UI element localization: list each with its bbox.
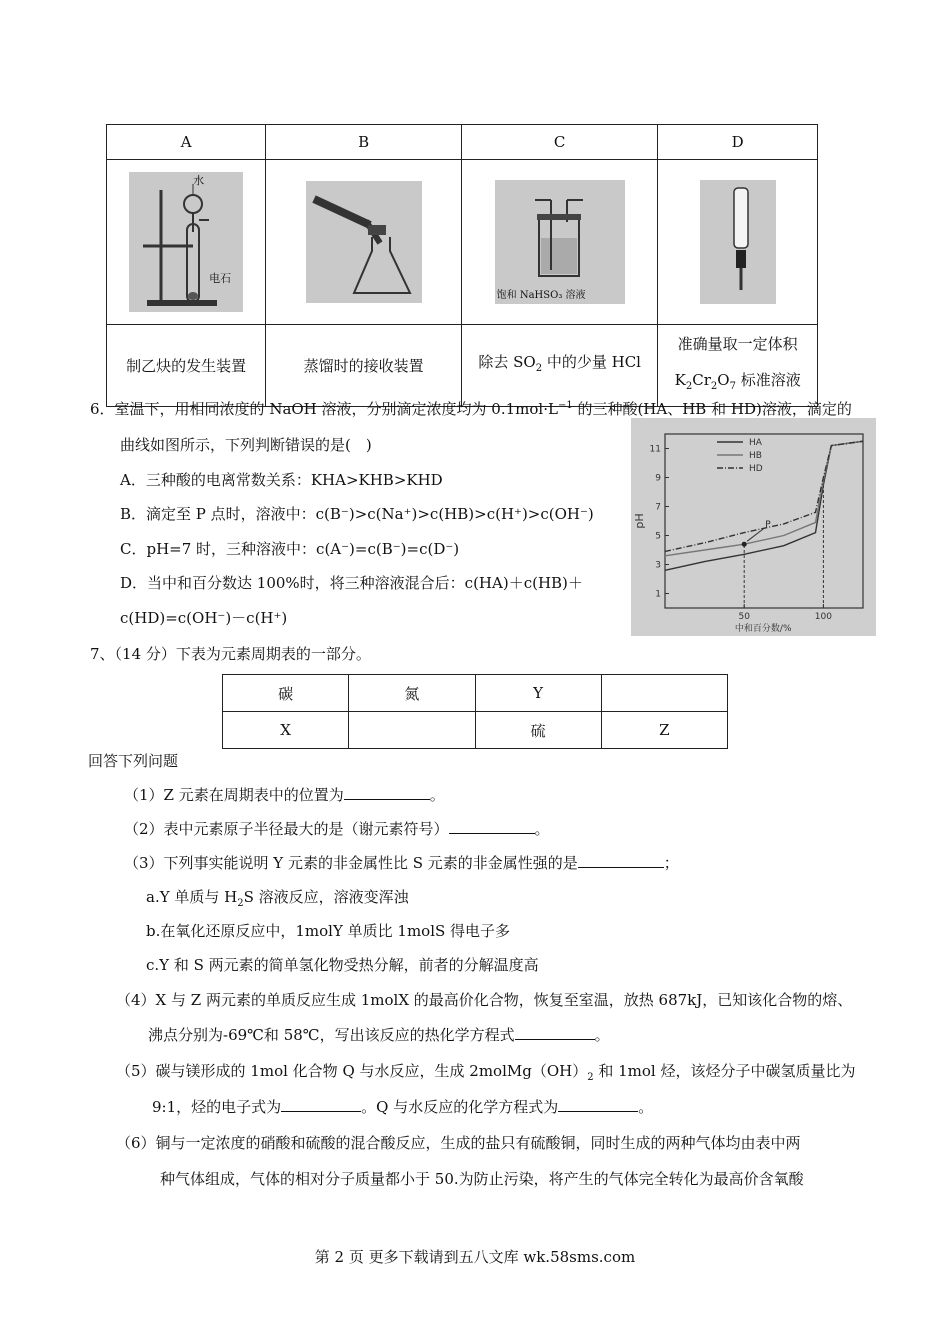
q6-option-d-line2: c(HD)=c(OH⁻)－c(H⁺) <box>120 609 288 627</box>
plot-frame <box>665 434 863 608</box>
col-b-header: B <box>266 125 462 160</box>
q7-sub3-option-b: b.在氧化还原反应中，1molY 单质比 1molS 得电子多 <box>146 922 511 940</box>
col-c-header: C <box>462 125 658 160</box>
q7-sub4-line1: （4）X 与 Z 两元素的单质反应生成 1molX 的最高价化合物，恢复至室温，放热 687kJ，已知该化合物的熔、 <box>116 991 853 1009</box>
series-line-hd <box>665 441 863 551</box>
q7-sub6-line1: （6）铜与一定浓度的硝酸和硫酸的混合酸反应，生成的盐只有硫酸铜，同时生成的两种气体均由表中两 <box>116 1134 801 1152</box>
ptable-cell: 氮 <box>349 675 475 712</box>
y-tick-label: 1 <box>655 589 661 600</box>
q7-sub4-line2: 沸点分别为-69℃和 58℃，写出该反应的热化学方程式 。 <box>148 1026 610 1044</box>
point-p-label: P <box>765 520 771 531</box>
ptable-cell: Y <box>475 675 601 712</box>
q7-sub3: （3）下列事实能说明 Y 元素的非金属性比 S 元素的非金属性强的是 ； <box>124 854 679 872</box>
q6-stem-line2: 曲线如图所示，下列判断错误的是( ) <box>120 436 372 454</box>
page-footer: 第 2 页 更多下载请到五八文库 wk.58sms.com <box>314 1248 636 1266</box>
apparatus-a-cell <box>107 160 266 325</box>
y-axis-label: pH <box>633 513 646 529</box>
x-tick-label: 100 <box>814 612 832 622</box>
burette-image <box>700 180 776 304</box>
q6-option-b: B．滴定至 P 点时，溶液中：c(B⁻)>c(Na⁺)>c(HB)>c(H⁺)>c(OH⁻) <box>120 505 594 523</box>
q7-sub1: （1）Z 元素在周期表中的位置为 。 <box>124 786 445 804</box>
q6-stem-line1: 6．室温下，用相同浓度的 NaOH 溶液，分别滴定浓度均为 $0.1mol\cdot L^{-1}$ 的三种酸(HA、HB 和 HD)溶液，滴定的 <box>90 400 852 418</box>
x-axis-label: 中和百分数/% <box>734 624 792 634</box>
point-p-marker <box>742 542 747 547</box>
y-tick-label: 3 <box>655 560 661 571</box>
y-tick-label: 7 <box>655 502 661 513</box>
apparatus-b-cell <box>266 160 462 325</box>
apparatus-d-cell <box>658 160 818 325</box>
x-tick-label: 50 <box>738 612 750 622</box>
ptable-cell: 硫 <box>475 712 601 749</box>
distillation-receiver-image <box>306 181 422 303</box>
apparatus-c-cell <box>462 160 658 325</box>
legend-label-ha: HA <box>749 438 762 448</box>
ptable-cell <box>349 712 475 749</box>
series-line-hb <box>665 441 863 556</box>
water-label: 水 <box>193 174 205 187</box>
q7-sub5-line1: （5）碳与镁形成的 1mol 化合物 Q 与水反应，生成 $2molMg(OH)_2$ 和 1mol 烃，该烃分子中碳氢质量比为 <box>116 1062 856 1083</box>
distillation-receiver-drawing <box>306 181 422 303</box>
caption-d: 准确量取一定体积 $K_2Cr_2O_7$ 标准溶液 <box>658 325 818 407</box>
calcium-carbide-label: 电石 <box>209 272 232 285</box>
y-tick-label: 5 <box>655 531 661 542</box>
acetylene-generator-drawing <box>129 172 243 312</box>
q7-intro: 回答下列问题 <box>88 752 179 770</box>
ptable-cell: 碳 <box>223 675 349 712</box>
periodic-table-fragment <box>222 674 728 749</box>
legend-label-hd: HD <box>749 464 763 474</box>
q7-sub3-option-c: c.Y 和 S 两元素的简单氢化物受热分解，前者的分解温度高 <box>146 956 539 974</box>
q6-option-d-line1: D．当中和百分数达 100%时，将三种溶液混合后：c(HA)＋c(HB)＋ <box>120 574 583 592</box>
burette-drawing <box>700 180 776 304</box>
y-tick-label: 11 <box>649 444 661 455</box>
gas-washing-bottle-image <box>495 180 625 304</box>
q7-sub6-line2: 种气体组成，气体的相对分子质量都小于 50.为防止污染，将产生的气体完全转化为最高价含氧酸 <box>160 1170 804 1188</box>
col-d-header: D <box>658 125 818 160</box>
y-tick-label: 9 <box>655 473 661 484</box>
titration-graph <box>631 418 876 636</box>
legend-label-hb: HB <box>749 451 762 461</box>
apparatus-table <box>106 124 818 407</box>
q6-option-a: A．三种酸的电离常数关系：KHA>KHB>KHD <box>120 471 443 489</box>
q7-sub2: （2）表中元素原子半径最大的是（谢元素符号） 。 <box>124 820 550 838</box>
nahso3-solution-label: 饱和 NaHSO₃ 溶液 <box>496 290 586 301</box>
q7-sub3-option-a: a.Y 单质与 $H_2S$ 溶液反应，溶液变浑浊 <box>146 888 409 909</box>
q7-sub5-line2: 9:1，烃的电子式为 。Q 与水反应的化学方程式为 。 <box>152 1098 654 1116</box>
caption-c: 除去 $SO_2$ 中的少量 HCl <box>462 325 658 407</box>
ptable-cell: X <box>223 712 349 749</box>
caption-a: 制乙炔的发生装置 <box>107 325 266 407</box>
titration-chart <box>631 418 876 636</box>
col-a-header: A <box>107 125 266 160</box>
ptable-cell: Z <box>601 712 727 749</box>
caption-b: 蒸馏时的接收装置 <box>266 325 462 407</box>
acetylene-generator-image <box>129 172 243 312</box>
q6-option-c: C．pH=7 时，三种溶液中：c(A⁻)=c(B⁻)=c(D⁻) <box>120 540 460 558</box>
ptable-cell <box>601 675 727 712</box>
q7-stem: 7、（14 分）下表为元素周期表的一部分。 <box>90 645 371 663</box>
